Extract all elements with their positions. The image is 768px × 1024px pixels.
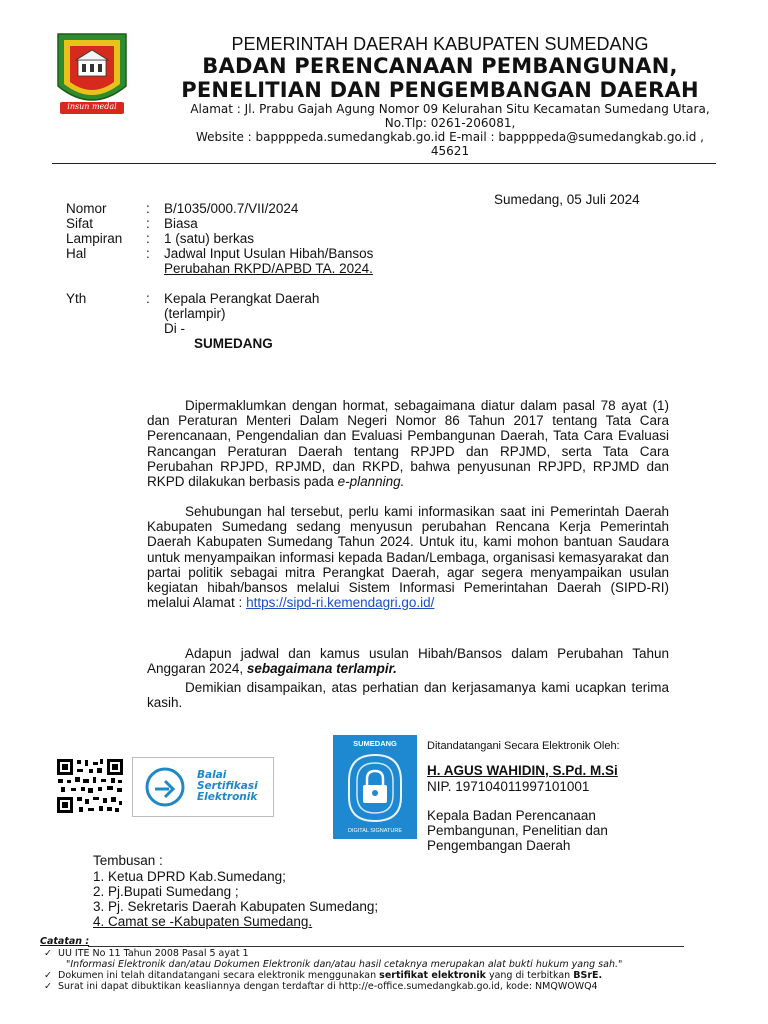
signer-title-3: Pengembangan Daerah [427,838,571,853]
address-line2: No.Tlp: 0261-206081, [384,116,516,130]
paragraph-3: Adapun jadwal dan kamus usulan Hibah/Bansos dalam Perubahan Tahun Anggaran 2024, sebagaimana terlampir. [147,646,669,677]
catatan-note-1b: "Informasi Elektronik dan/atau Dokumen Elektronik dan/atau hasil cetaknya merupakan alat bukti hukum yang sah." [66,959,623,970]
header-divider [52,163,716,164]
check-icon: ✓ [44,970,52,981]
logo-motto: insun medal [67,102,117,111]
signed-by-label: Ditandatangani Secara Elektronik Oleh: [427,740,620,752]
header-line2: BADAN PERENCANAAN PEMBANGUNAN, [202,54,678,78]
signer-title-2: Pembangunan, Penelitian dan [427,823,608,838]
catatan-note-1: ✓ UU ITE No 11 Tahun 2008 Pasal 5 ayat 1 [44,948,249,959]
paragraph-4: Demikian disampaikan, atas perhatian dan kerjasamanya kami ucapkan terima kasih. [147,680,669,711]
header-line3: PENELITIAN DAN PENGEMBANGAN DAERAH [181,78,699,102]
catatan-divider [88,946,684,947]
sipd-link[interactable]: https://sipd-ri.kemendagri.go.id/ [246,595,435,611]
letter-date: Sumedang, 05 Juli 2024 [494,192,640,207]
address-line3: Website : bappppeda.sumedangkab.go.id E-mail : bappppeda@sumedangkab.go.id , [196,130,704,144]
bsre-logo [132,757,274,817]
tembusan-title: Tembusan : [93,853,163,868]
signer-nip: NIP. 197104011997101001 [427,779,590,794]
badge-title: SUMEDANG [353,739,397,748]
catatan-title: Catatan : [40,936,90,947]
signer-title-1: Kepala Badan Perencanaan [427,808,596,823]
sumedang-logo [54,30,130,118]
tembusan-item: 1. Ketua DPRD Kab.Sumedang; [93,869,286,884]
paragraph-1: Dipermaklumkan dengan hormat, sebagaimana diatur dalam pasal 78 ayat (1) dan Peraturan Menteri Dalam Negeri Nomor 86 Tahun 2017 tentang Tata Cara Perencanaan, Pengendalian dan Evaluasi Pembangunan Daerah, Tata Cara Evaluasi Rancangan Peraturan Daerah tentang RPJPD dan RPJMD, serta Tata Cara Perubahan RPJPD, RPJMD, dan RKPD, bahwa penyusunan RPJPD, RPJMD dan RKPD dilakukan berbasis pada e-planning. [147,398,669,490]
check-icon: ✓ [44,948,52,959]
catatan-note-2: ✓ Dokumen ini telah ditandatangani secara elektronik menggunakan sertifikat elektronik yang di terbitkan BSrE. [44,970,603,981]
tembusan-item: 4. Camat se -Kabupaten Sumedang. [93,914,313,929]
signer-name: H. AGUS WAHIDIN, S.Pd. M.Si [427,763,618,778]
check-icon: ✓ [44,981,52,992]
paragraph-2: Sehubungan hal tersebut, perlu kami informasikan saat ini Pemerintah Daerah Kabupaten Sumedang sedang menyusun perubahan Rencana Kerja Pemerintah Daerah Kabupaten Sumedang Tahun 2024. Untuk itu, kami mohon bantuan Saudara untuk menyampaikan informasi kepada Badan/Lembaga, organisasi kemasyarakat dan partai politik sebagai mitra Perangkat Daerah, agar segera menyampaikan usulan kegiatan hibah/bansos melalui Sistem Informasi Pemerintahan Daerah (SIPD-RI) melalui Alamat : https://sipd-ri.kemendagri.go.id/ [147,504,669,611]
catatan-note-3: ✓ Surat ini dapat dibuktikan keasliannya dengan terdaftar di http://e-office.sumedangkab.go.id, kode: NMQWOWQ4 [44,981,598,992]
tembusan-item: 3. Pj. Sekretaris Daerah Kabupaten Sumedang; [93,899,379,914]
bsre-text-2: Sertifikasi [197,780,258,792]
qr-code [55,757,125,815]
address-line1: Alamat : Jl. Prabu Gajah Agung Nomor 09 Kelurahan Situ Kecamatan Sumedang Utara, [190,102,710,116]
bsre-text-1: Balai [197,769,227,781]
badge-footer: DIGITAL SIGNATURE [348,828,402,834]
bsre-text-3: Elektronik [197,791,258,803]
digital-signature-badge [333,735,417,839]
address-line4: 45621 [430,144,470,158]
tembusan-item: 2. Pj.Bupati Sumedang ; [93,884,239,899]
header-line1: PEMERINTAH DAERAH KABUPATEN SUMEDANG [231,34,649,54]
